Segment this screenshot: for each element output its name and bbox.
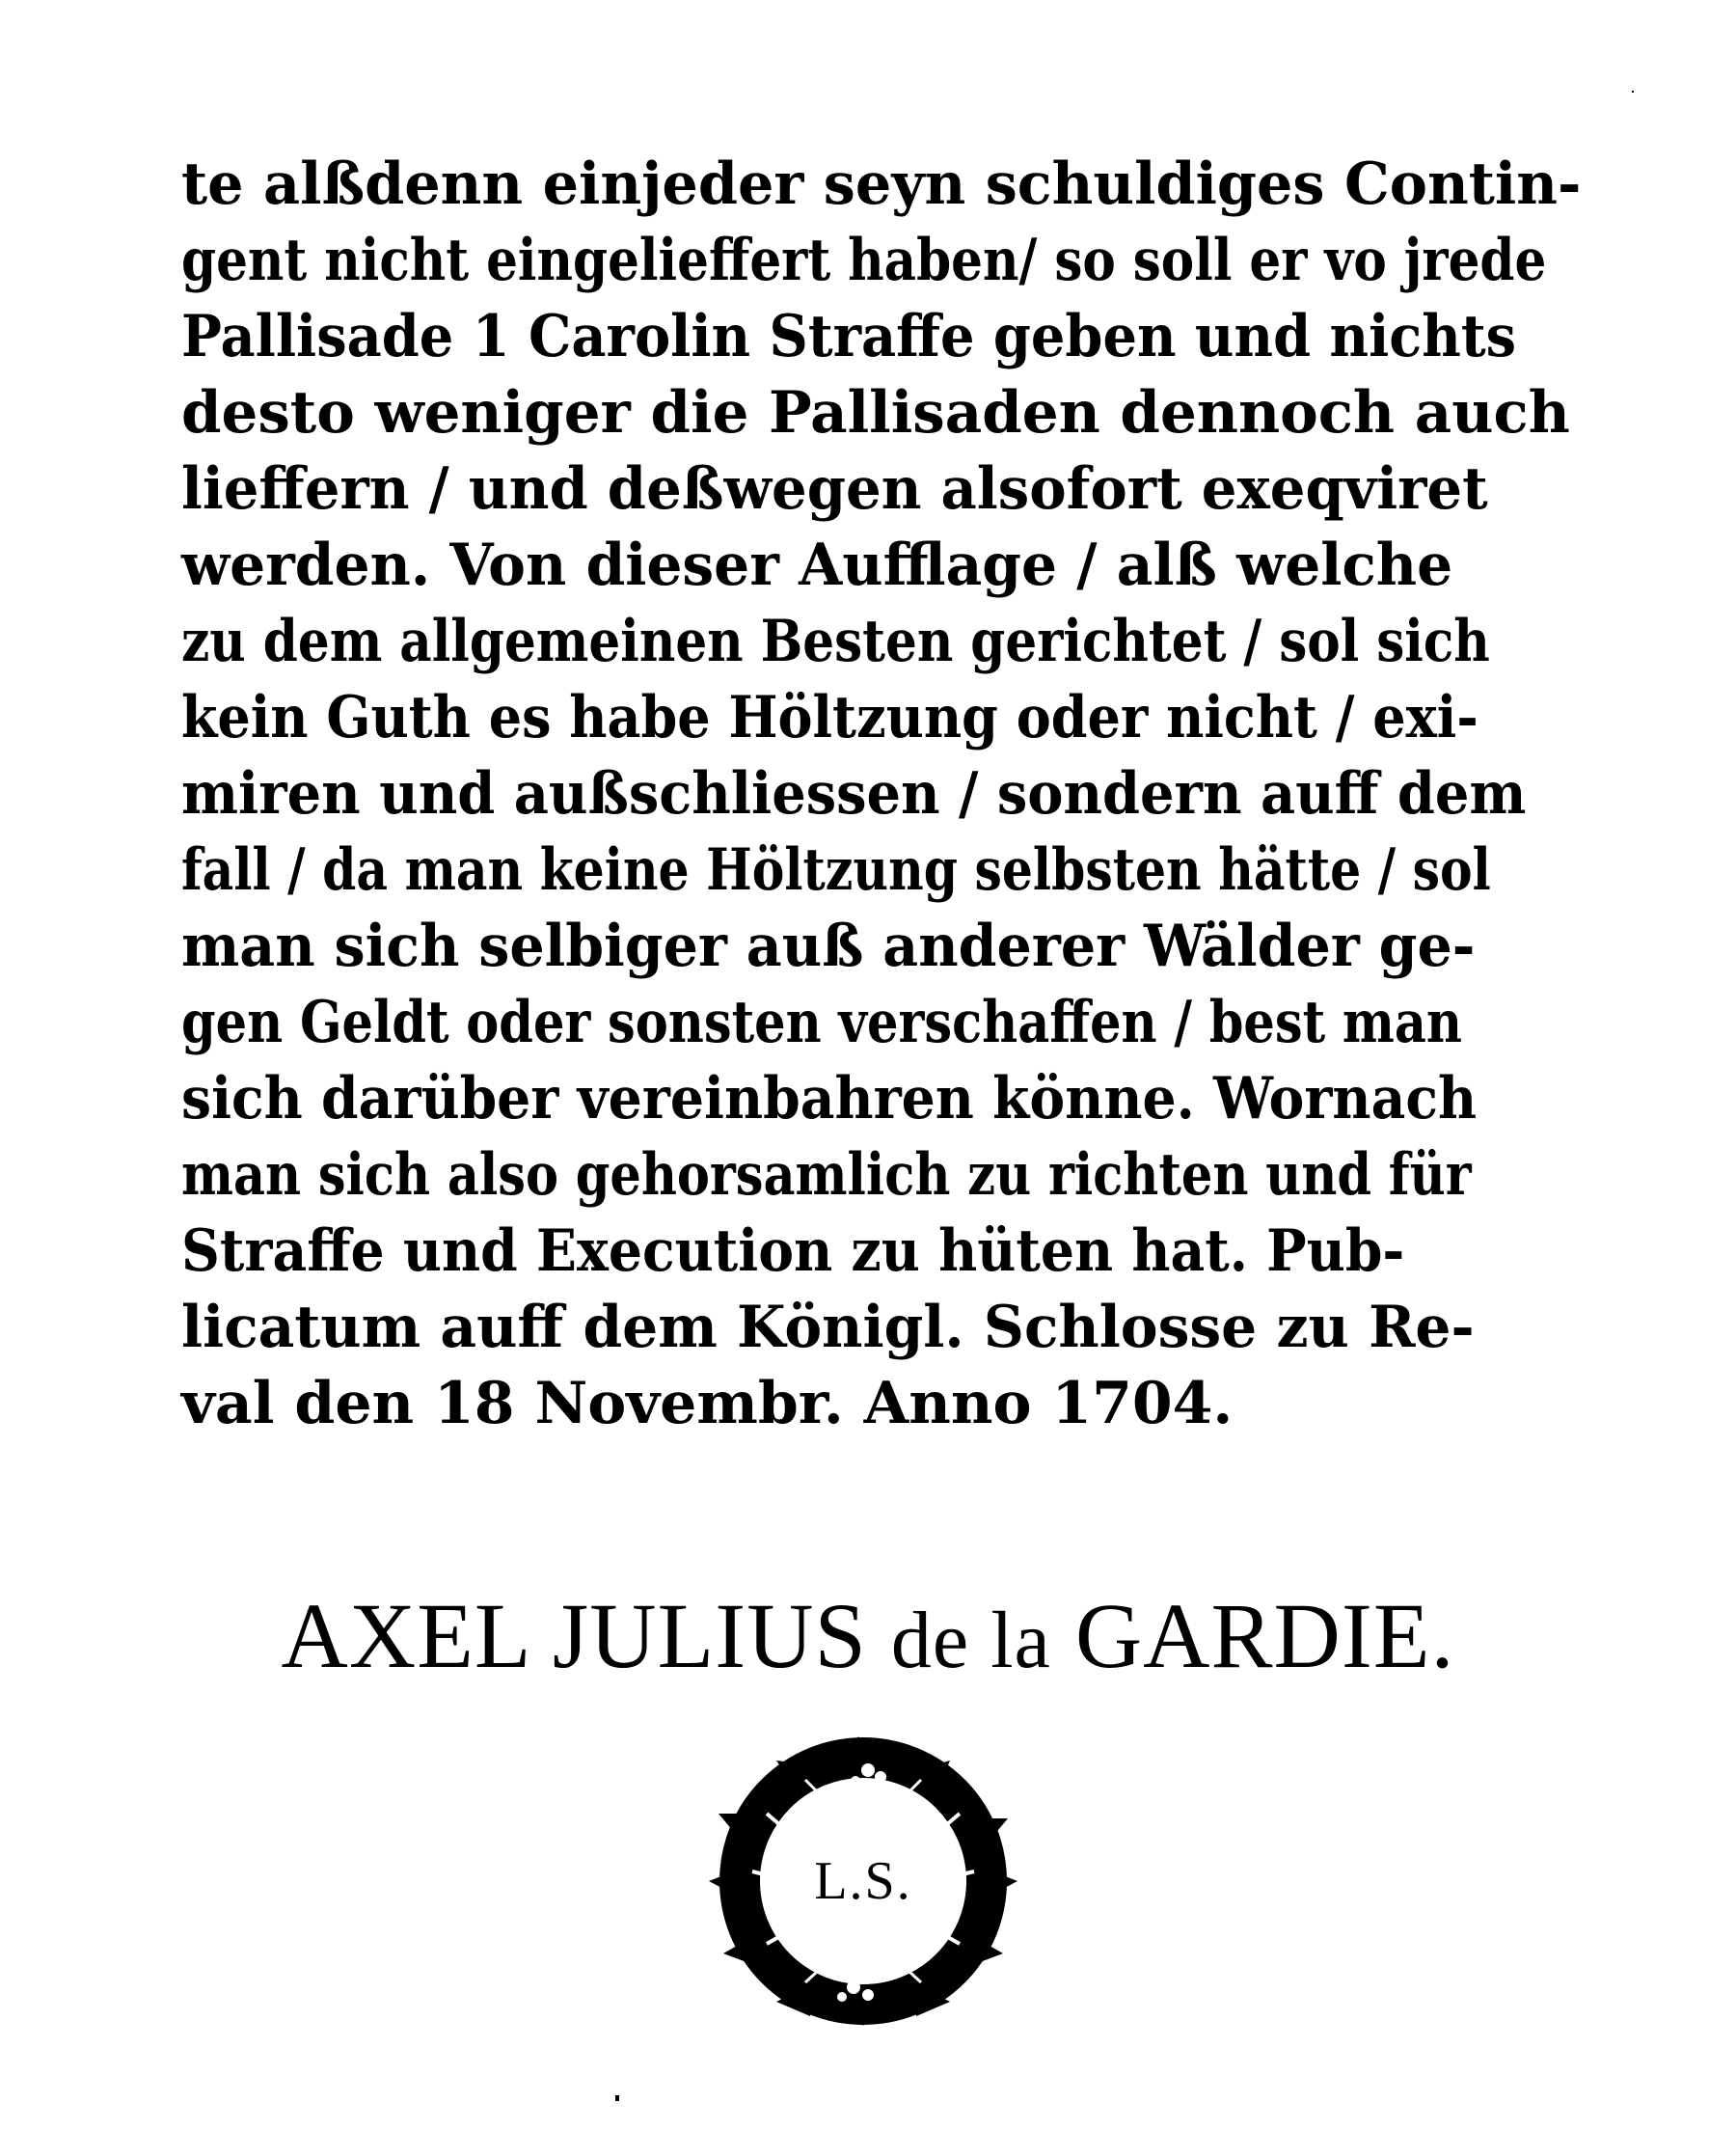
text-line-2: gent nicht eingelieffert haben/ so soll er vo jrede: [181, 227, 1547, 294]
margin-speck: [615, 2095, 619, 2101]
text-line-9: miren und außschliessen / sondern auff dem: [181, 760, 1527, 828]
text-line-5: lieffern / und deßwegen alsofort exeqviret: [181, 455, 1488, 523]
text-line-17: val den 18 Novembr. Anno 1704.: [181, 1370, 1234, 1437]
text-line-16: licatum auff dem Königl. Schlosse zu Re-: [181, 1294, 1475, 1361]
text-line-1: te alßdenn einjeder seyn schuldiges Contin-: [181, 150, 1582, 218]
signature-given-names: AXEL JULIUS: [281, 1584, 867, 1687]
text-line-8: kein Guth es habe Höltzung oder nicht / exi-: [181, 684, 1478, 751]
text-line-14: man sich also gehorsamlich zu richten und für: [181, 1141, 1472, 1209]
seal-label: L.S.: [814, 1851, 912, 1911]
text-line-13: sich darüber vereinbahren könne. Wornach: [181, 1065, 1478, 1133]
margin-speck: [1632, 91, 1634, 93]
text-line-11: man sich selbiger auß anderer Wälder ge-: [181, 913, 1476, 980]
signature: [0, 1582, 1736, 1689]
text-line-6: werden. Von dieser Aufflage / alß welche: [181, 532, 1453, 599]
signature-particle: de la: [890, 1596, 1051, 1685]
signature-surname: GARDIE.: [1074, 1584, 1455, 1687]
text-line-7: zu dem allgemeinen Besten gerichtet / sol sich: [181, 608, 1490, 675]
seal-wreath: [709, 1736, 1017, 2026]
text-line-3: Pallisade 1 Carolin Straffe geben und nichts: [181, 303, 1517, 370]
text-line-10: fall / da man keine Höltzung selbsten hätte / sol: [181, 836, 1491, 904]
text-line-12: gen Geldt oder sonsten verschaffen / best man: [181, 989, 1462, 1056]
text-line-15: Straffe und Execution zu hüten hat. Pub-: [181, 1217, 1405, 1285]
text-line-4: desto weniger die Pallisaden dennoch auch: [181, 379, 1570, 447]
